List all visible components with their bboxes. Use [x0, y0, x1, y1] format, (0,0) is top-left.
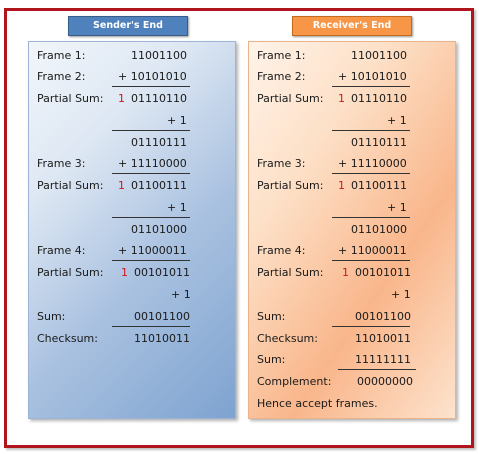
sender-frame1-value: 11001100 — [131, 49, 187, 62]
receiver-partial-value-2: 01100111 — [351, 179, 407, 192]
sender-partial-label-3: Partial Sum: — [37, 266, 104, 279]
sender-checksum-value: 11010011 — [134, 332, 190, 345]
receiver-plus-one-1: + 1 — [387, 114, 407, 127]
sender-carry-1: 1 — [118, 92, 125, 105]
sender-carry-3: 1 — [121, 266, 128, 279]
sender-partial-value-1: 01110110 — [131, 92, 187, 105]
receiver-title: Receiver's End — [292, 16, 412, 36]
sender-underline-5 — [112, 260, 190, 261]
sender-underline-1 — [112, 86, 190, 87]
receiver-underline-3 — [332, 173, 410, 174]
sender-carry-2: 1 — [118, 179, 125, 192]
receiver-sum-value: 00101100 — [355, 310, 411, 323]
receiver-carry-2: 1 — [338, 179, 345, 192]
receiver-sum-label: Sum: — [257, 310, 286, 323]
sender-sum-value: 00101100 — [134, 310, 190, 323]
sender-frame2-label: Frame 2: — [37, 70, 86, 83]
receiver-partial-label-2: Partial Sum: — [257, 179, 324, 192]
sender-underline-3 — [112, 173, 190, 174]
sender-result-2: 01101000 — [131, 223, 187, 236]
receiver-underline-1 — [332, 86, 410, 87]
receiver-partial-label-3: Partial Sum: — [257, 266, 324, 279]
receiver-checksum-value: 11010011 — [355, 332, 411, 345]
sender-frame4-value: + 11000011 — [118, 244, 187, 257]
sender-partial-value-2: 01100111 — [131, 179, 187, 192]
sender-plus-one-2: + 1 — [167, 201, 187, 214]
sender-result-1: 01110111 — [131, 136, 187, 149]
receiver-frame2-label: Frame 2: — [257, 70, 306, 83]
sender-checksum-label: Checksum: — [37, 332, 98, 345]
receiver-carry-1: 1 — [338, 92, 345, 105]
receiver-sum2-value: 11111111 — [355, 353, 411, 366]
sender-plus-one-1: + 1 — [167, 114, 187, 127]
sender-partial-label-2: Partial Sum: — [37, 179, 104, 192]
receiver-underline-6 — [332, 326, 410, 327]
receiver-frame4-label: Frame 4: — [257, 244, 306, 257]
receiver-plus-one-3: + 1 — [391, 288, 411, 301]
receiver-conclusion: Hence accept frames. — [257, 397, 378, 410]
receiver-frame1-value: 11001100 — [351, 49, 407, 62]
receiver-partial-value-1: 01110110 — [351, 92, 407, 105]
receiver-result-1: 01110111 — [351, 136, 407, 149]
sender-title: Sender's End — [68, 16, 188, 36]
receiver-plus-one-2: + 1 — [387, 201, 407, 214]
sender-frame4-label: Frame 4: — [37, 244, 86, 257]
receiver-underline-4 — [332, 217, 410, 218]
sender-frame3-value: + 11110000 — [118, 157, 187, 170]
receiver-frame4-value: + 11000011 — [338, 244, 407, 257]
receiver-partial-label-1: Partial Sum: — [257, 92, 324, 105]
receiver-partial-value-3: 00101011 — [355, 266, 411, 279]
sender-underline-2 — [112, 130, 190, 131]
receiver-complement-value: 00000000 — [357, 375, 413, 388]
sender-sum-label: Sum: — [37, 310, 66, 323]
sender-partial-label-1: Partial Sum: — [37, 92, 104, 105]
receiver-carry-3: 1 — [342, 266, 349, 279]
sender-frame1-label: Frame 1: — [37, 49, 86, 62]
receiver-frame3-value: + 11110000 — [338, 157, 407, 170]
sender-frame3-label: Frame 3: — [37, 157, 86, 170]
sender-underline-4 — [112, 217, 190, 218]
receiver-frame3-label: Frame 3: — [257, 157, 306, 170]
receiver-underline-7 — [338, 369, 416, 370]
sender-frame2-value: + 10101010 — [118, 70, 187, 83]
receiver-result-2: 01101000 — [351, 223, 407, 236]
receiver-complement-label: Complement: — [257, 375, 332, 388]
receiver-frame2-value: + 10101010 — [338, 70, 407, 83]
receiver-checksum-label: Checksum: — [257, 332, 318, 345]
sender-underline-6 — [112, 326, 190, 327]
receiver-sum2-label: Sum: — [257, 353, 286, 366]
sender-plus-one-3: + 1 — [171, 288, 191, 301]
sender-partial-value-3: 00101011 — [134, 266, 190, 279]
receiver-underline-2 — [332, 130, 410, 131]
receiver-underline-5 — [332, 260, 410, 261]
receiver-frame1-label: Frame 1: — [257, 49, 306, 62]
